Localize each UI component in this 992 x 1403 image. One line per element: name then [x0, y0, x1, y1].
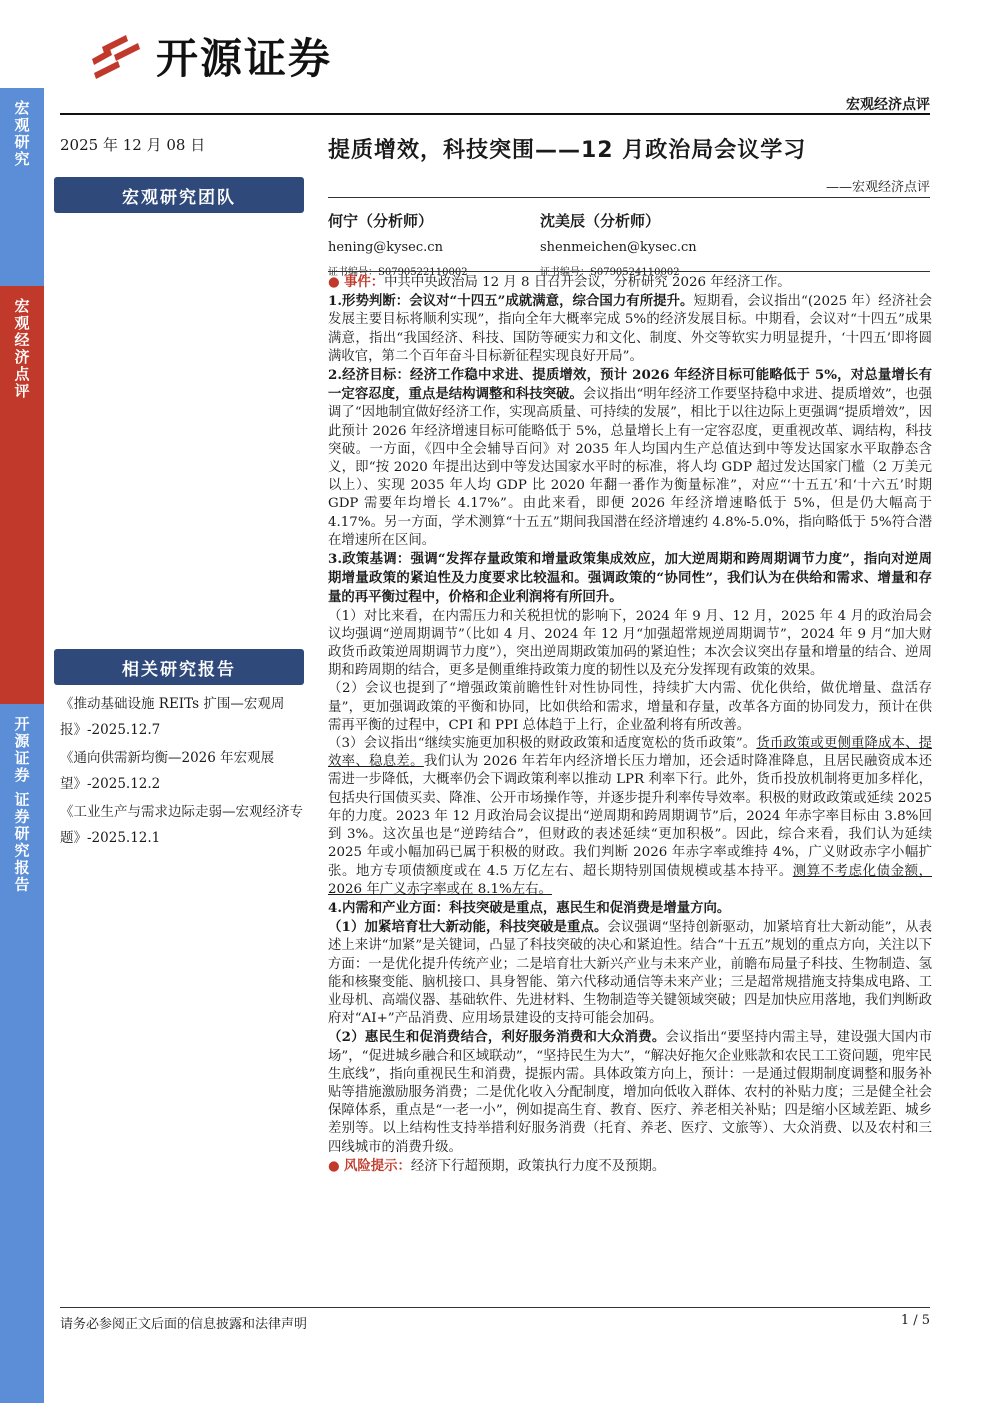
- logo-mark-icon: [88, 29, 146, 83]
- section-4-heading: 4.内需和产业方面：科技突破是重点，惠民生和促消费是增量方向。: [328, 899, 731, 916]
- report-body: [328, 273, 932, 1176]
- related-report-item[interactable]: 《推动基础设施 REITs 扩围—宏观周报》-2025.12.7: [60, 696, 285, 738]
- risk-label: 风险提示：: [343, 1157, 411, 1174]
- section-2: [328, 366, 932, 550]
- section-2-heading: 2.经济目标：经济工作稳中求进、提质增效，预计 2026 年经济目标可能略低于 5%，对总量增长有一定容忍度，重点是结构调整和科技突破。: [328, 367, 932, 403]
- brand-name: 开源证券: [156, 34, 333, 83]
- related-reports-list: [60, 691, 310, 853]
- underlined-text: 测算不考虑化债金额，2026 年广义赤字率或在 8.1%左右。: [328, 863, 933, 897]
- sidebar-band-macro-commentary: 宏观经济点评: [0, 286, 44, 704]
- section-4-point-1: （1）加紧培育壮大新动能，科技突破是重点。会议强调“坚持创新驱动，加紧培育壮大新动能”，从表述上来讲“加紧”是关键词，凸显了科技突破的决心和紧迫性。结合“十五五”规划的重点方向，关注以下方面：一是优化提升传统产业；二是培育壮大新兴产业与未来产业，前瞻布局量子科技、生物制造、氢能和核聚变能、脑机接口、具身智能、第六代移动通信等未来产业；三是超常规措施支持集成电路、工业母机、高端仪器、基础软件、先进材料、生物制造等关键领域突破；四是加快应用落地，我们判断政府对“AI+”产品消费、应用场景建设的支持可能会加码。: [328, 919, 932, 1027]
- event-paragraph: [328, 273, 932, 292]
- report-date: 2025 年 12 月 08 日: [60, 136, 206, 154]
- related-report-item[interactable]: 《通向供需新均衡—2026 年宏观展望》-2025.12.2: [60, 750, 275, 792]
- report-title: 提质增效，科技突围——12 月政治局会议学习: [328, 138, 807, 163]
- page-number: 1 / 5: [900, 1313, 930, 1328]
- section-3-point-3: （3）会议指出“继续实施更加积极的财政政策和适度宽松的货币政策”。货币政策或更侧重降成本、提效率、稳息差。我们认为 2026 年若年内经济增长压力增加，还会适时降准降息，且居民融资成本还需进一步降低，大概率仍会下调政策利率以推动 LPR 利率下行。此外，货币投放机制将更加多样化，包括央行国债买卖、降准、公开市场操作等，并逐步提升利率传导效率。积极的财政政策或延续 2025 年的力度。2023 年 12 月政治局会议提出“逆周期和跨周期调节”后，2024 年赤字率目标由 3.8%回到 3%。这次虽也是“逆跨结合”，但财政的表述延续“更加积极”。因此，综合来看，我们认为延续 2025 年或小幅加码已属于积极的财政。我们判断 2026 年赤字率或维持 4%，广义财政赤字小幅扩张。地方专项债额度或在 4.5 万亿左右、超长期特别国债规模或基本持平。测算不考虑化债金额，2026 年广义赤字率或在 8.1%左右。: [328, 736, 933, 897]
- analyst-email[interactable]: shenmeichen@kysec.cn: [540, 240, 697, 255]
- section-1-heading: 1.形势判断：会议对“十四五”成就满意，综合国力有所提升。: [328, 293, 694, 310]
- section-1: [328, 292, 932, 366]
- header-rule: [60, 113, 930, 115]
- brand-logo: [88, 26, 332, 86]
- analyst-card: [328, 210, 468, 278]
- underlined-text: 货币政策或更侧重降成本、提效率、稳息差。: [328, 736, 933, 770]
- section-2-text: 会议指出“明年经济工作要坚持稳中求进、提质增效”，也强调了“因地制宜做好经济工作，实现高质量、可持续的发展”，相比于以往边际上更强调“提质增效”，因此预计 2026 年经济增速目标可能略低于 5%，总量增长上有一定容忍度，更重视改革、调结构，科技突破。一方面，《四中全会辅导百问》对 2035 年人均国内生产总值达到中等发达国家水平取静态含义，即“按 2020 年提出达到中等发达国家水平时的标准，将人均 GDP 超过发达国家门槛（2 万美元以上）、实现 2035 年人均 GDP 比 2020 年翻一番作为衡量标准”，对应“‘十五五’和‘十六五’时期 GDP 需要年均增长 4.17%”。由此来看，即便 2026 年经济增速略低于 5%，但是仍大幅高于 4.17%。另一方面，学术测算“十五五”期间我国潜在经济增速约 4.8%-5.0%，指向略低于 5%符合潜在增速所在区间。: [328, 387, 932, 548]
- footer-disclaimer: 请务必参阅正文后面的信息披露和法律声明: [60, 1317, 308, 1332]
- report-subtitle: ——宏观经济点评: [825, 180, 930, 195]
- analyst-rule: [328, 271, 930, 272]
- analyst-card: [540, 210, 697, 278]
- event-text: 中共中央政治局 12 月 8 日召开会议，分析研究 2026 年经济工作。: [384, 275, 791, 290]
- analyst-cert: 证书编号：S0790524110002: [540, 267, 680, 278]
- footer-rule: [60, 1307, 930, 1308]
- risk-paragraph: [328, 1157, 932, 1176]
- section-3: [328, 550, 932, 608]
- analyst-email[interactable]: hening@kysec.cn: [328, 240, 443, 255]
- section-3-point-1: （1）对比来看，在内需压力和关税担忧的影响下，2024 年 9 月、12 月，2025 年 4 月的政治局会议均强调“逆周期调节”（比如 4 月、2024 年 12 月“加强超常规逆周期调节”，2024 年 9 月“加大财政货币政策逆周期调节力度”），突出逆周期政策加码的紧迫性；本次会议突出存量和增量的结合、逆周期和跨周期的结合，更多是侧重维持政策力度的韧性以及充分发挥现有政策的效果。: [328, 608, 932, 679]
- related-report-item[interactable]: 《工业生产与需求边际走弱—宏观经济专题》-2025.12.1: [60, 804, 303, 846]
- bullet-icon: ●: [328, 274, 340, 290]
- section-4-point-2: （2）惠民生和促消费结合，利好服务消费和大众消费。会议指出“要坚持内需主导，建设强大国内市场”，“促进城乡融合和区域联动”，“坚持民生为大”，“解决好拖欠企业账款和农民工工资问题，兜牢民生底线”，指向重视民生和消费，提振内需。具体政策方向上，预计：一是通过假期制度调整和服务补贴等措施激励服务消费；二是优化收入分配制度，增加向低收入群体、农村的补贴力度；三是健全社会保障体系，重点是“一老一小”，例如提高生育、教育、医疗、养老相关补贴；四是缩小区域差距、城乡差别等。以上结构性支持举措利好服务消费（托育、养老、医疗、文旅等）、大众消费、以及农村和三四线城市的消费升级。: [328, 1029, 932, 1155]
- sidebar-band-macro-research: 宏观研究: [0, 88, 44, 286]
- analyst-name: 何宁（分析师）: [328, 212, 434, 230]
- analyst-name: 沈美辰（分析师）: [540, 212, 661, 230]
- section-4: [328, 899, 932, 918]
- section-3-heading: 3.政策基调：强调“发挥存量政策和增量政策集成效应，加大逆周期和跨周期调节力度”，指向对逆周期增量政策的紧迫性及力度要求比较温和。强调政策的“协同性”，我们认为在供给和需求、增量和存量的再平衡过程中，价格和企业利润将有所回升。: [328, 551, 932, 606]
- report-type-tag: 宏观经济点评: [846, 97, 930, 113]
- risk-text: 经济下行超预期，政策执行力度不及预期。: [410, 1158, 666, 1174]
- section-3-point-2: （2）会议也提到了“增强政策前瞻性针对性协同性，持续扩大内需、优化供给，做优增量、盘活存量”，更加强调政策的平衡和协同，比如供给和需求，增量和存量，改革各方面的协同发力，预计在供需再平衡的过程中，CPI 和 PPI 总体趋于上行，企业盈利将有所改善。: [328, 681, 932, 733]
- section-1-text: 短期看，会议指出“(2025 年）经济社会发展主要目标将顺利实现”，指向全年大概率完成 5%的经济发展目标。中期看，会议对“十四五”成果满意，指出“我国经济、科技、国防等硬实力和文化、制度、外交等软实力明显提升，‘十四五’即将圆满收官，第二个百年奋斗目标新征程实现良好开局”。: [328, 294, 932, 364]
- team-heading: 宏观研究团队: [54, 177, 304, 213]
- sidebar-band-brand: 开源证券 证券研究报告: [0, 704, 44, 1403]
- related-reports-heading: 相关研究报告: [54, 649, 304, 685]
- analyst-cert: 证书编号：S0790522110002: [328, 267, 468, 278]
- title-rule: [328, 197, 930, 198]
- bullet-icon: ●: [328, 1157, 340, 1174]
- event-label: 事件：: [343, 274, 385, 290]
